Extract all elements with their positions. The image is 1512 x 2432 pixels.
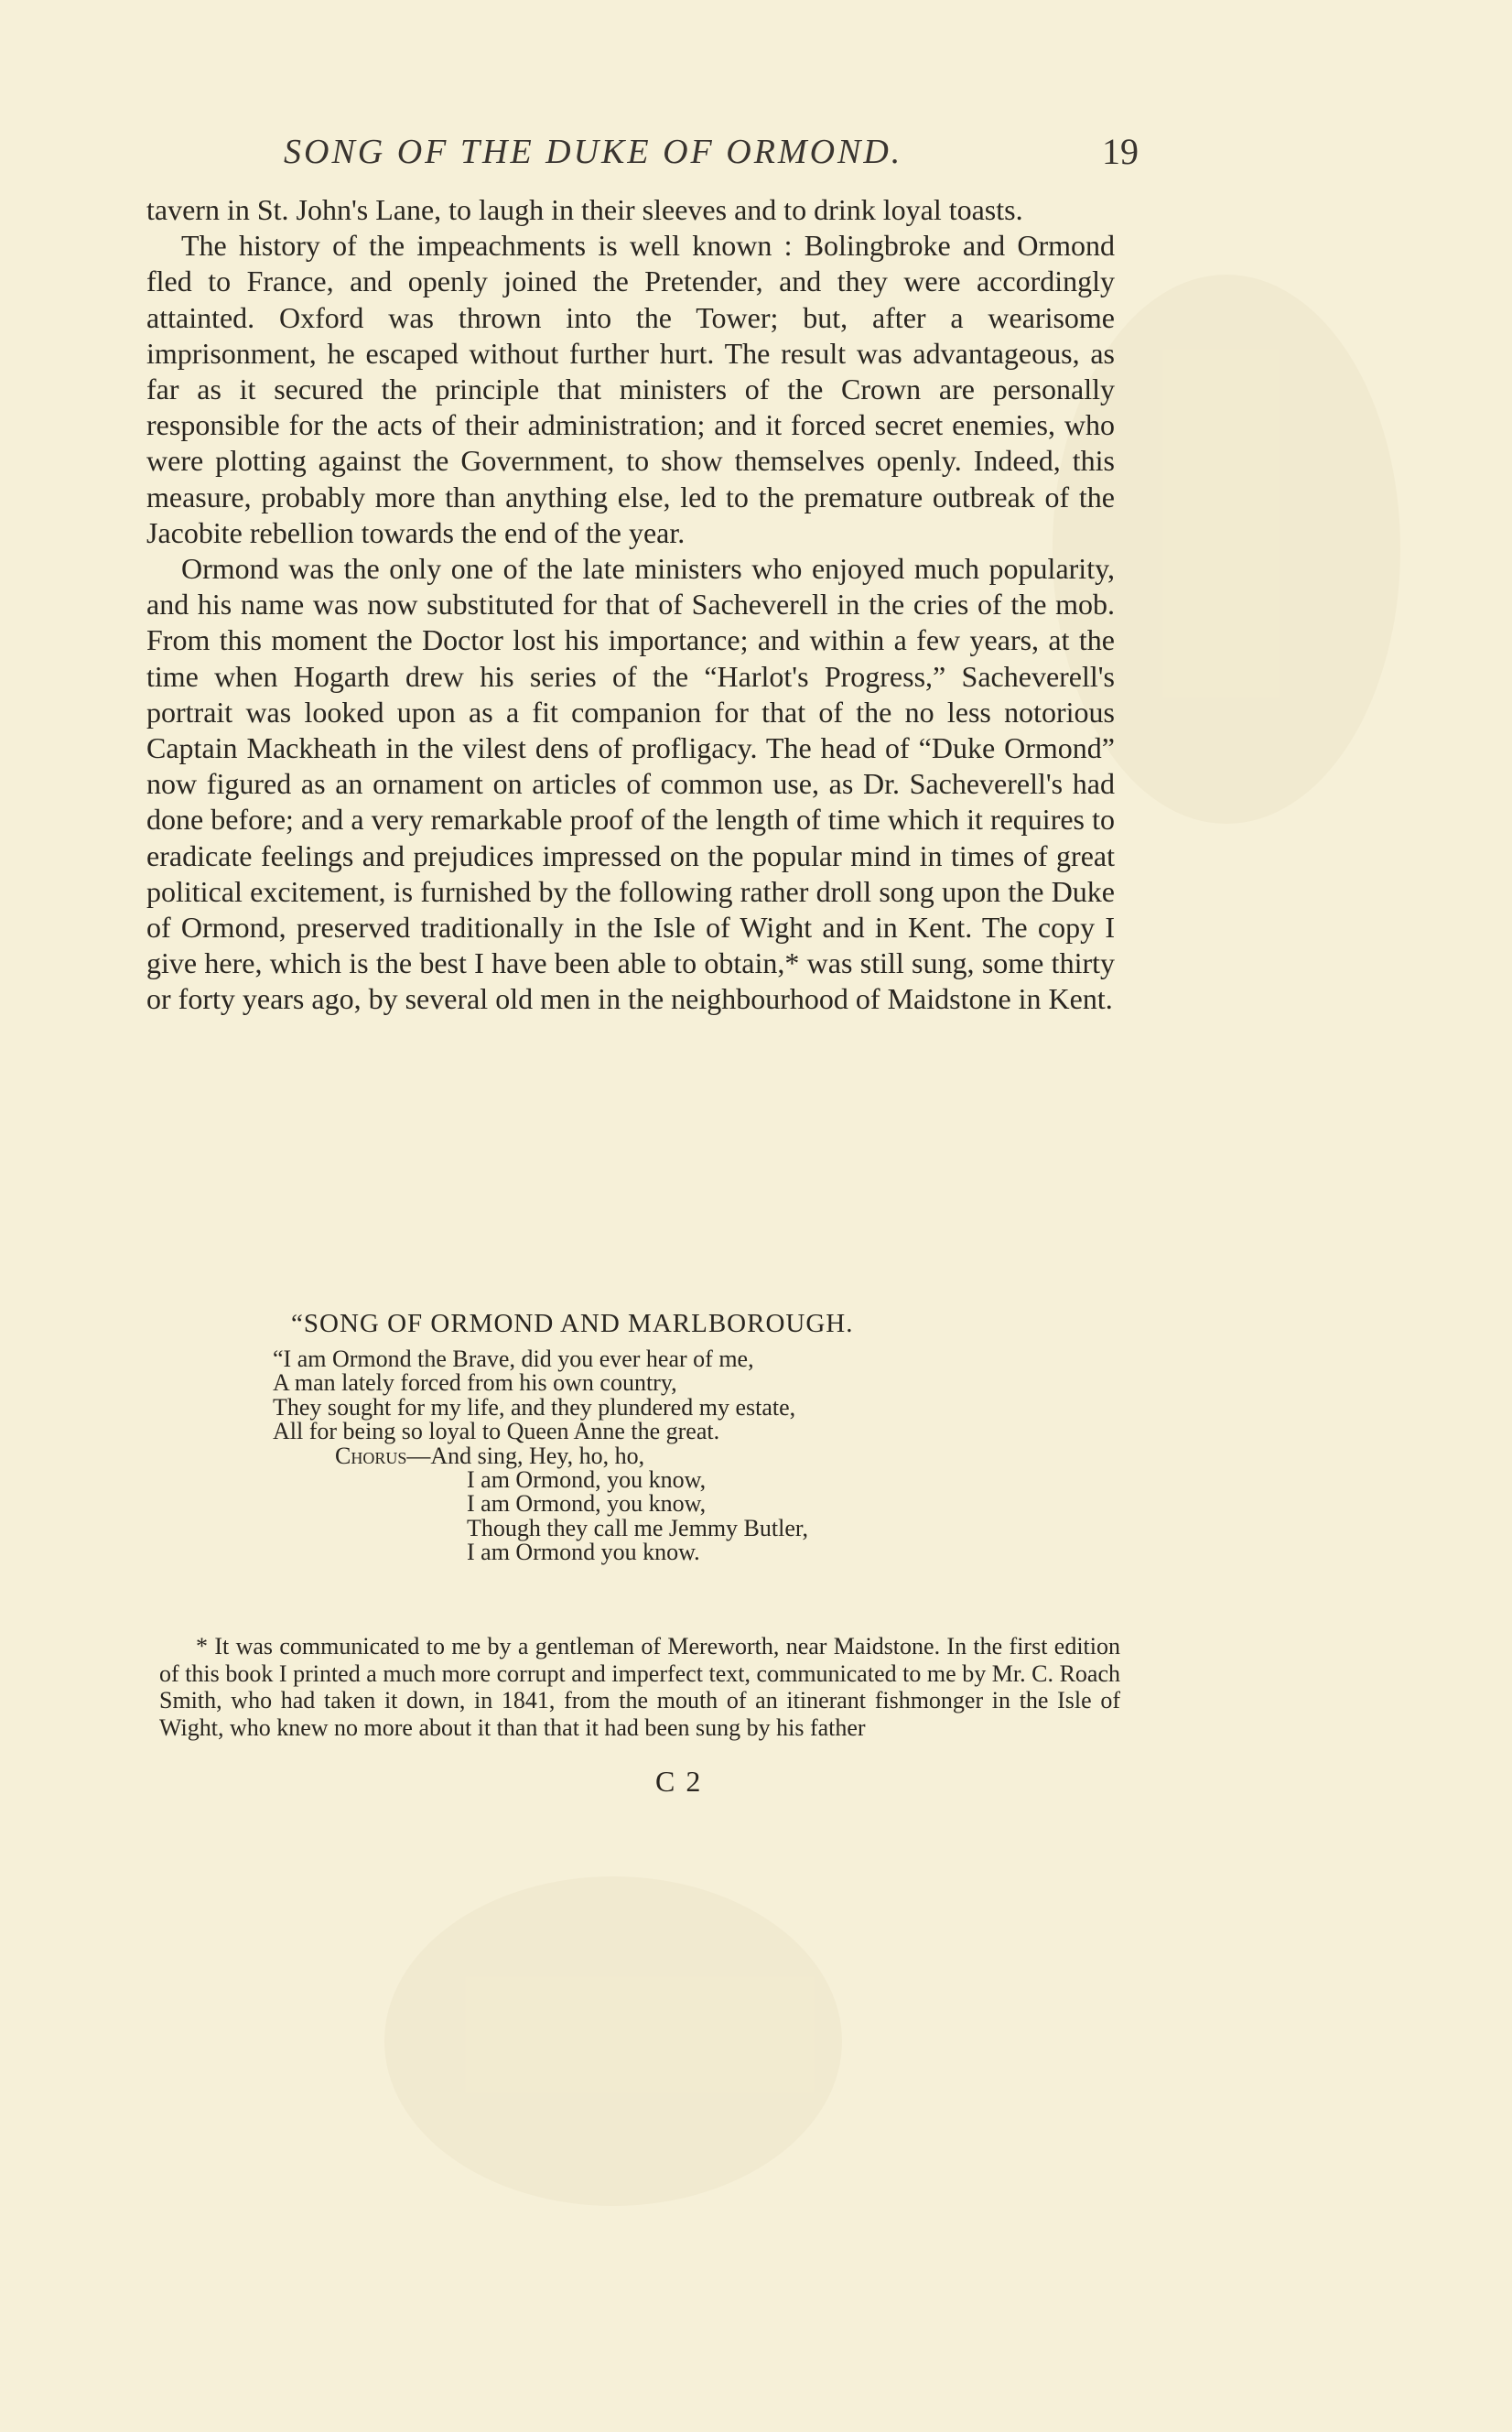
paragraph-ormond: Ormond was the only one of the late ministers who enjoyed much popularity, and his name was now substituted for that of Sacheverell in the cries of the mob. From this moment the Doctor lost his importance; and within a few years, at the time when Hogarth drew his series of the “Harlot's Progress,” Sacheverell's portrait was looked upon as a fit companion for that of the no less notorious Captain Mackheath in the vilest dens of profligacy. The head of “Duke Ormond” now figured as an ornament on articles of common use, as Dr. Sacheverell's had done before; and a very remarkable proof of the length of time which it requires to eradicate feelings and prejudices impressed on the popular mind in times of great political excitement, is furnished by the following rather droll song upon the Duke of Ormond, preserved traditionally in the Isle of Wight and in Kent. The copy I give here, which is the best I have been able to obtain,* was still sung, some thirty or forty years ago, by several old men in the neighbourhood of Maidstone in Kent. (146, 552, 1115, 1016)
running-title: SONG OF THE DUKE OF ORMOND. (284, 133, 903, 171)
body-text (146, 192, 1115, 1018)
footnote (159, 1633, 1120, 1741)
signature-mark: C 2 (655, 1765, 703, 1798)
footnote-text: * It was communicated to me by a gentleman of Mereworth, near Maidstone. In the first edition of this book I printed a much more corrupt and imperfect text, communicated to me by Mr. C. Roach Smith, who had taken it down, in 1841, from the mouth of an itinerant fishmonger in the Isle of Wight, who knew no more about it than that it had been sung by his father (159, 1633, 1120, 1741)
song-title: “SONG OF ORMOND AND MARLBOROUGH. (291, 1309, 854, 1338)
song-block (273, 1307, 1096, 1565)
chorus-line: Though they call me Jemmy Butler, (467, 1514, 808, 1541)
chorus-line: I am Ormond, you know, (467, 1490, 707, 1518)
chorus-line: I am Ormond you know. (467, 1539, 700, 1566)
page-number: 19 (1102, 131, 1139, 172)
chorus-label: Chorus (335, 1442, 407, 1469)
chorus-line: I am Ormond, you know, (467, 1466, 707, 1494)
song-line: They sought for my life, and they plundered my estate, (273, 1393, 796, 1421)
song-line: All for being so loyal to Queen Anne the great. (273, 1418, 720, 1445)
paragraph-continuation: tavern in St. John's Lane, to laugh in their sleeves and to drink loyal toasts. (146, 193, 1023, 226)
paper-stain (384, 1876, 842, 2206)
song-line: “I am Ormond the Brave, did you ever hear of me, (273, 1346, 754, 1372)
paragraph-impeachments: The history of the impeachments is well known : Bolingbroke and Ormond fled to France, and openly joined the Pretender, and they were accordingly attainted. Oxford was thrown into the Tower; but, after a wearisome imprisonment, he escaped without further hurt. The result was advantageous, as far as it secured the principle that ministers of the Crown are personally responsible for the acts of their administration; and it forced secret enemies, who were plotting against the Government, to show themselves openly. Indeed, this measure, probably more than anything else, led to the premature outbreak of the Jacobite rebellion towards the end of the year. (146, 229, 1115, 549)
chorus-first-line (335, 1444, 1096, 1468)
song-line: A man lately forced from his own country, (273, 1369, 677, 1397)
running-head (146, 130, 1144, 174)
chorus-first: —And sing, Hey, ho, ho, (406, 1442, 645, 1469)
